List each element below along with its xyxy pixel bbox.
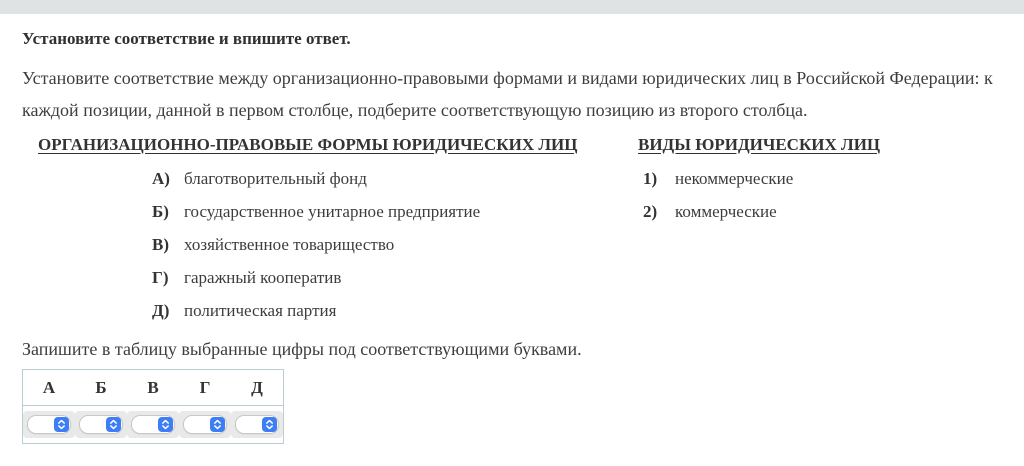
answer-column-header: Г xyxy=(179,370,231,406)
list-item xyxy=(22,294,638,327)
up-down-chevrons-icon xyxy=(213,419,222,430)
answer-input-d[interactable] xyxy=(236,417,260,432)
list-item xyxy=(22,195,638,228)
item-letter: Б) xyxy=(152,201,169,221)
answer-cell xyxy=(231,406,284,444)
answer-input-b[interactable] xyxy=(80,417,104,432)
stepper-button[interactable] xyxy=(262,417,277,432)
up-down-chevrons-icon xyxy=(161,419,170,430)
item-text: некоммерческие xyxy=(675,168,794,188)
answer-column-header: А xyxy=(23,370,76,406)
matching-right-column xyxy=(638,135,1002,327)
answer-cell xyxy=(179,406,231,444)
number-spinner xyxy=(127,411,179,438)
number-spinner xyxy=(179,411,231,438)
question-page xyxy=(0,29,1024,444)
matching-left-column xyxy=(22,135,638,327)
spinner-field xyxy=(131,415,175,434)
item-text: хозяйственное товарищество xyxy=(184,234,395,254)
list-item xyxy=(638,195,1002,228)
up-down-chevrons-icon xyxy=(109,419,118,430)
list-item xyxy=(638,162,1002,195)
left-column-header: ОРГАНИЗАЦИОННО-ПРАВОВЫЕ ФОРМЫ ЮРИДИЧЕСКИХ ЛИЦ xyxy=(38,135,578,154)
up-down-chevrons-icon xyxy=(265,419,274,430)
number-spinner xyxy=(75,411,127,438)
answer-table-input-row xyxy=(23,406,284,444)
answer-cell xyxy=(127,406,179,444)
stepper-button[interactable] xyxy=(106,417,121,432)
item-text: политическая партия xyxy=(184,300,337,320)
number-spinner xyxy=(23,411,75,438)
answer-cell xyxy=(75,406,127,444)
answer-input-v[interactable] xyxy=(132,417,156,432)
answer-column-header: Б xyxy=(75,370,127,406)
answer-input-a[interactable] xyxy=(28,417,52,432)
up-down-chevrons-icon xyxy=(57,419,66,430)
item-text: гаражный кооператив xyxy=(184,267,342,287)
item-text: благотворительный фонд xyxy=(184,168,367,188)
item-letter: А) xyxy=(152,168,170,188)
item-number: 2) xyxy=(643,201,658,221)
spinner-field xyxy=(235,415,279,434)
answer-instruction: Запишите в таблицу выбранные цифры под соответствующими буквами. xyxy=(22,339,582,359)
left-items-list xyxy=(22,162,638,327)
answer-column-header: В xyxy=(127,370,179,406)
item-number: 1) xyxy=(643,168,658,188)
answer-input-g[interactable] xyxy=(184,417,208,432)
item-letter: В) xyxy=(152,234,169,254)
item-text: государственное унитарное предприятие xyxy=(184,201,481,221)
answer-cell xyxy=(23,406,76,444)
stepper-button[interactable] xyxy=(210,417,225,432)
right-column-header: ВИДЫ ЮРИДИЧЕСКИХ ЛИЦ xyxy=(638,135,881,154)
right-items-list xyxy=(638,162,1002,228)
answer-table xyxy=(22,369,284,444)
list-item xyxy=(22,228,638,261)
page-title: Установите соответствие и впишите ответ. xyxy=(22,29,351,48)
spinner-field xyxy=(79,415,123,434)
item-letter: Д) xyxy=(152,300,170,320)
spinner-field xyxy=(27,415,71,434)
matching-section xyxy=(22,135,1002,327)
stepper-button[interactable] xyxy=(158,417,173,432)
answer-column-header: Д xyxy=(231,370,284,406)
top-bar xyxy=(0,0,1024,14)
list-item xyxy=(22,162,638,195)
number-spinner xyxy=(231,411,283,438)
answer-table-header-row xyxy=(23,370,284,406)
task-description: Установите соответствие между организационно-правовыми формами и видами юридических лиц в Российской Федерации: к каждой позиции, данной в первом столбце, подберите соответствующую позицию из второго столбца. xyxy=(22,68,993,120)
spinner-field xyxy=(183,415,227,434)
stepper-button[interactable] xyxy=(54,417,69,432)
item-letter: Г) xyxy=(152,267,169,287)
item-text: коммерческие xyxy=(675,201,777,221)
list-item xyxy=(22,261,638,294)
